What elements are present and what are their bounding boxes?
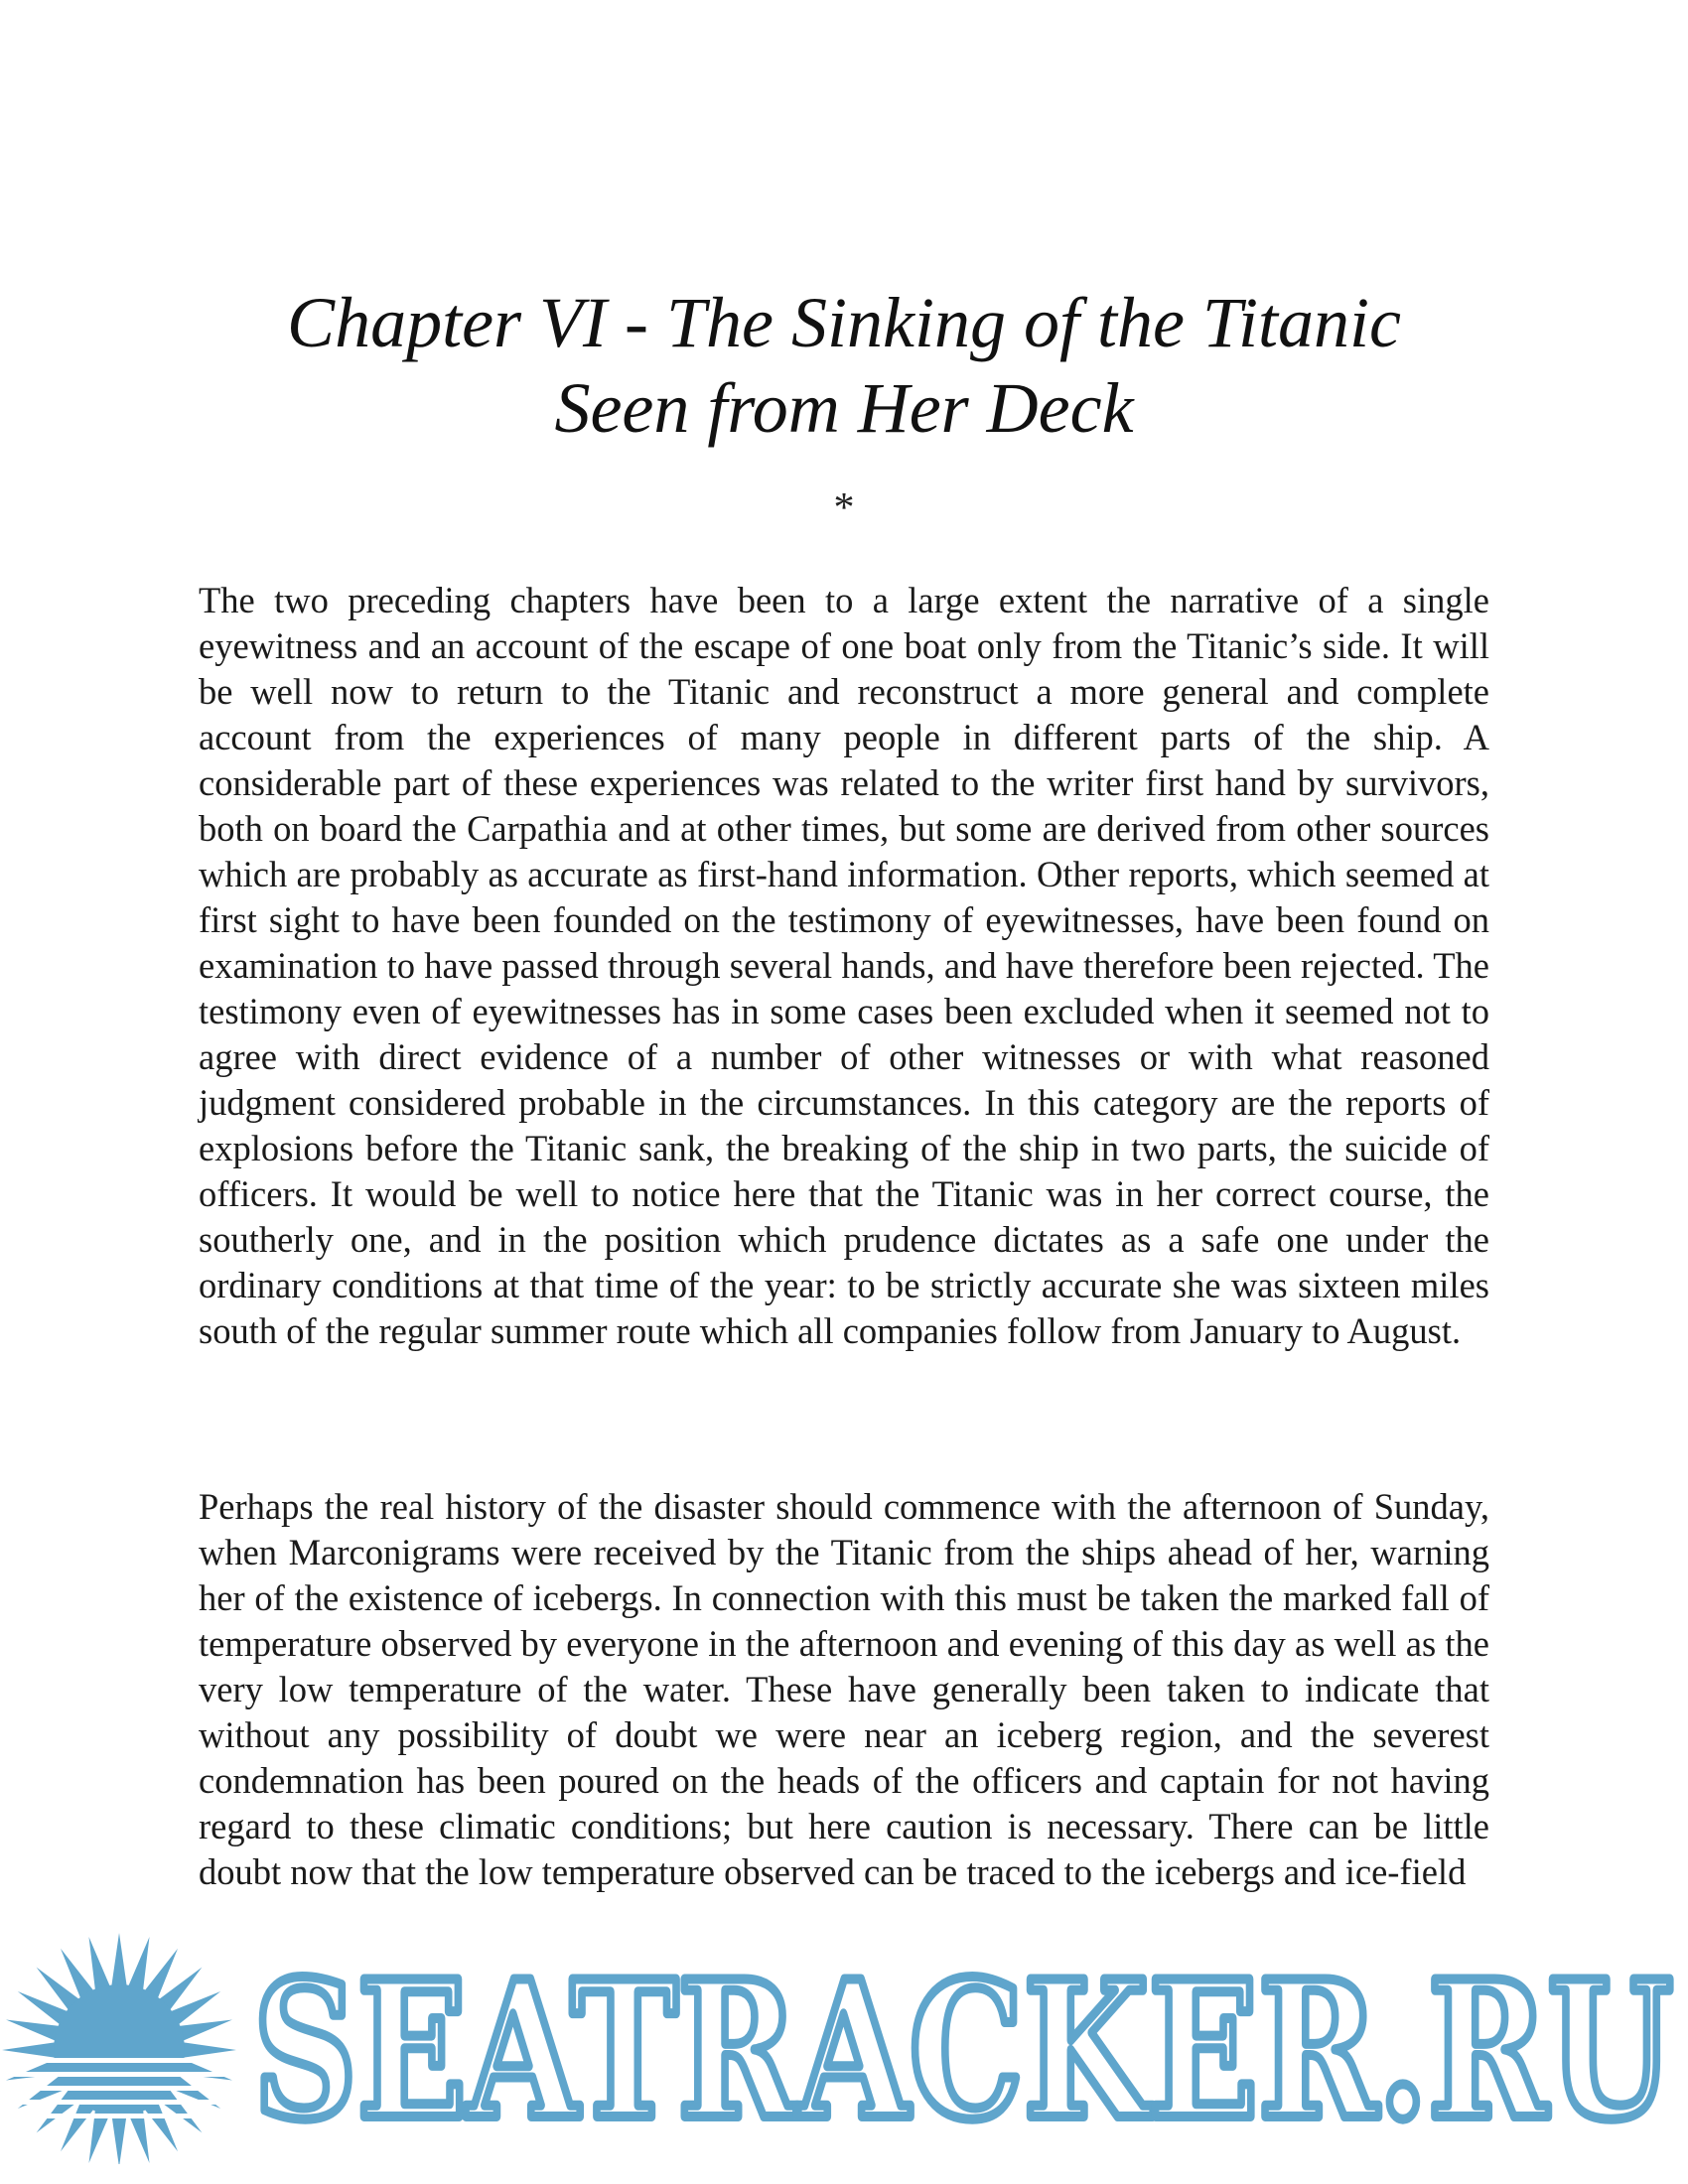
title-line-1: Chapter VI - The Sinking of the Titanic xyxy=(287,283,1401,362)
title-line-2: Seen from Her Deck xyxy=(554,368,1134,448)
body-paragraph: The two preceding chapters have been to a large extent the narrative of a single eyewitness and an account of the escape of one boat only from the Titanic’s side. It will be well now to return to the Titanic and reconstruct a more general and complete account from the experiences of many people in different parts of the ship. A considerable part of these experiences was related to the writer first hand by survivors, both on board the Carpathia and at other times, but some are derived from other sources which are probably as accurate as first-hand information. Other reports, which seemed at first sight to have been founded on the testimony of eyewitnesses, have been found on examination to have passed through several hands, and have therefore been rejected. The testimony even of eyewitnesses has in some cases been excluded when it seemed not to agree with direct evidence of a number of other witnesses or with what reasoned judgment considered probable in the circumstances. In this category are the reports of explosions before the Titanic sank, the breaking of the ship in two parts, the suicide of officers. It would be well to notice here that the Titanic was in her correct course, the southerly one, and in the position which prudence dictates as a safe one under the ordinary conditions at that time of the year: to be strictly accurate she was sixteen miles south of the regular summer route which all companies follow from January to August. xyxy=(199,580,1489,1351)
body-paragraph: Perhaps the real history of the disaster should commence with the afternoon of Sunday, when Marconigrams were received by the Titanic from the ships ahead of her, warning her of the existence of icebergs. In connection with this must be taken the marked fall of temperature observed by everyone in the afternoon and evening of this day as well as the very low temperature of the water. These have generally been taken to indicate that without any possibility of doubt we were near an iceberg region, and the severest condemnation has been poured on the heads of the officers and captain for not having regard to these climatic conditions; but here caution is necessary. There can be little doubt now that the low temperature observed can be traced to the icebergs and ice-field xyxy=(199,1486,1489,1892)
sun-stripe xyxy=(0,2058,243,2063)
sun-stripe xyxy=(0,2114,243,2118)
sun-stripe xyxy=(0,2072,243,2077)
sun-stripe xyxy=(0,2086,243,2091)
section-separator: * xyxy=(833,485,855,531)
watermark-text: SEATRACKER.RU xyxy=(253,1940,1673,2161)
sun-disc xyxy=(54,1984,185,2116)
watermark-logo xyxy=(0,1926,1688,2164)
page-title xyxy=(149,280,1539,451)
sun-stripe xyxy=(0,2100,243,2105)
sun-icon xyxy=(0,1933,243,2164)
